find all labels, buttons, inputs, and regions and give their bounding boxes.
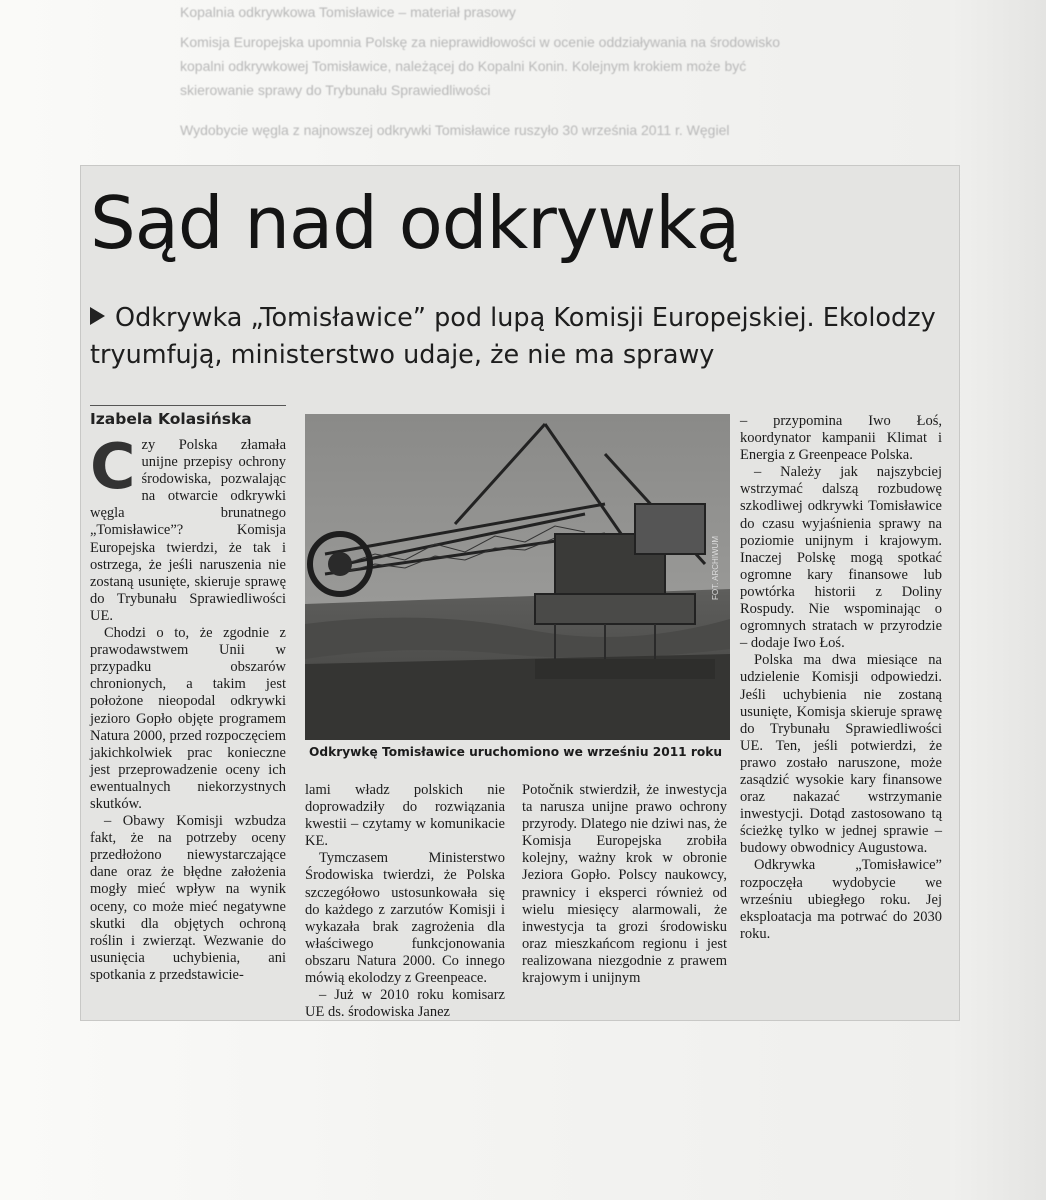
bleed-through-line: skierowanie sprawy do Trybunału Sprawiedliwości — [180, 82, 491, 98]
photo-credit: FOT. ARCHIWUM — [711, 536, 720, 600]
paragraph: – Należy jak najszybciej wstrzymać dalszą rozbudowę szkodliwej odkrywki Tomisławice do czasu wyjaśnienia sprawy na poziomie unijnym i krajowym. Inaczej Polskę mogą spotkać ogromne kary finansowe lub powtórka historii z Doliny Rospudy. Nie wspominając o ogromnych stratach w przyrodzie – dodaje Iwo Łoś. — [740, 464, 942, 652]
bleed-through-line: Komisja Europejska upomnia Polskę za nieprawidłowości w ocenie oddziaływania na środowisko — [180, 34, 780, 50]
article-column-1 — [90, 430, 286, 984]
article-column-4 — [740, 413, 942, 943]
paragraph — [90, 430, 286, 625]
bleed-through-line: Kopalnia odkrywkowa Tomisławice – materiał prasowy — [180, 4, 516, 20]
article-author: Izabela Kolasińska — [90, 410, 252, 428]
page-edge-shadow — [950, 0, 1046, 1200]
article-headline: Sąd nad odkrywką — [90, 181, 740, 265]
arrow-bullet-icon — [90, 307, 105, 325]
paragraph: – Już w 2010 roku komisarz UE ds. środowiska Janez — [305, 987, 505, 1021]
paragraph: Odkrywka „Tomisławice” rozpoczęła wydobycie we wrześniu ubiegłego roku. Jej eksploatacja ma potrwać do 2030 roku. — [740, 857, 942, 942]
bucket-wheel-excavator-image — [305, 414, 730, 740]
paragraph: Chodzi o to, że zgodnie z prawodawstwem Unii w przypadku obszarów chronionych, a takim jest położone nieopodal odkrywki jezioro Gopło objęte programem Natura 2000, przed rozpoczęciem jakichkolwiek prac konieczne jest przeprowadzenie oceny ich ewentualnych niekorzystnych skutków. — [90, 625, 286, 812]
paragraph: Potočnik stwierdził, że inwestycja ta narusza unijne prawo ochrony przyrody. Dlatego nie dziwi nas, że Komisja Europejska zrobiła kolejny, ważny krok w obronie Jeziora Gopło. Polscy naukowcy, prawnicy i eksperci również od wielu miesięcy alarmowali, że inwestycja ta grozi środowisku oraz mieszkańcom regionu i jest realizowana niezgodnie z prawem krajowym i unijnym — [522, 782, 727, 987]
bleed-through-line: kopalni odkrywkowej Tomisławice, należącej do Kopalni Konin. Kolejnym krokiem może być — [180, 58, 747, 74]
bleed-through-line: Wydobycie węgla z najnowszej odkrywki Tomisławice ruszyło 30 września 2011 r. Węgiel — [180, 122, 730, 138]
author-rule — [90, 405, 286, 406]
drop-cap: C — [90, 430, 136, 503]
paragraph-text: zy Polska złamała unijne przepisy ochrony środowiska, pozwalając na otwarcie odkrywki węgla brunatnego „Tomisławice”? Komisja Europejska twierdzi, że tak i ostrzega, że jeśli naruszenia nie zostaną usunięte, skieruje sprawę do Trybunału Sprawiedliwości UE. — [90, 437, 286, 624]
excavator-photo — [305, 414, 730, 740]
article-subhead — [90, 300, 940, 374]
photo-caption: Odkrywkę Tomisławice uruchomiono we wrześniu 2011 roku — [309, 745, 723, 759]
article-column-2 — [305, 782, 505, 1021]
article-column-3 — [522, 782, 727, 987]
paragraph: Tymczasem Ministerstwo Środowiska twierdzi, że Polska szczegółowo ustosunkowała się do każdego z zarzutów Komisji i wykazała brak zagrożenia dla właściwego funkcjonowania obszaru Natura 2000. Co innego mówią ekolodzy z Greenpeace. — [305, 850, 505, 987]
paragraph: lami władz polskich nie doprowadziły do rozwiązania kwestii – czytamy w komunikacie KE. — [305, 782, 505, 850]
subhead-text: Odkrywka „Tomisławice” pod lupą Komisji Europejskiej. Ekolodzy tryumfują, ministerstwo udaje, że nie ma sprawy — [90, 303, 936, 370]
paragraph: Polska ma dwa miesiące na udzielenie Komisji odpowiedzi. Jeśli uchybienia nie zostaną usunięte, Komisja skieruje sprawę do Trybunału Sprawiedliwości UE. Ten, jeśli potwierdzi, że prawo zostało naruszone, może zasądzić wysokie kary finansowe oraz nakazać wstrzymanie inwestycji. Dotąd zastosowano tą ścieżkę tylko w jednej sprawie – budowy obwodnicy Augustowa. — [740, 652, 942, 857]
paragraph: – Obawy Komisji wzbudza fakt, że na potrzeby oceny przedłożono niewystarczające dane oraz że błędne założenia mogły mieć wpływ na wynik oceny, co może mieć negatywne skutki dla objętych ochroną roślin i zwierząt. Wezwanie do usunięcia uchybienia, ani spotkania z przedstawicie- — [90, 813, 286, 983]
paragraph: – przypomina Iwo Łoś, koordynator kampanii Klimat i Energia z Greenpeace Polska. — [740, 413, 942, 464]
